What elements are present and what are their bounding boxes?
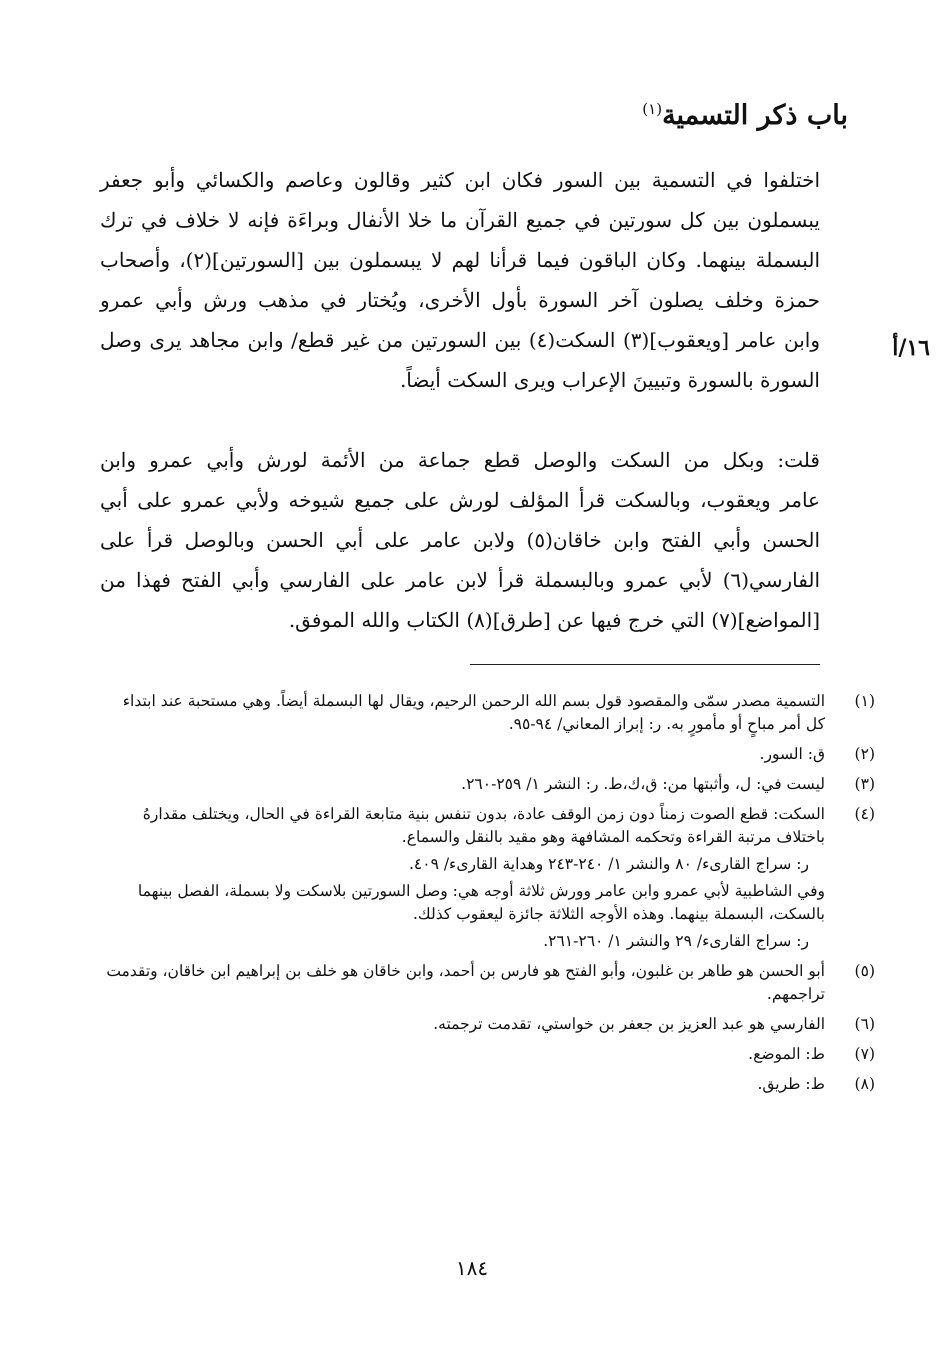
footnote-text: السكت: قطع الصوت زمناً دون زمن الوقف عادة، بدون تنفس بنية متابعة القراءة في الحال، ويختلف مقدارهُ باختلاف مرتبة القراءة وتحكمه المشافهة وهو مقيد بالنقل والسماع.: [142, 805, 825, 846]
footnote-text: ط: طريق.: [757, 1075, 825, 1093]
text-line: الحسن وأبي الفتح وابن خاقان(٥) ولابن عامر على أبي الحسن وبالوصل قرأ على: [100, 528, 820, 552]
footnote-extra-text: وفي الشاطبية لأبي عمرو وابن عامر وورش ثلاثة أوجه هي: وصل السورتين بلاسكت ولا بسملة، الفصل بينهما بالسكت، البسملة بينهما. وهذه الأوجه الثلاثة جائزة ليعقوب كذلك.: [137, 882, 825, 923]
footnote-text: التسمية مصدر سمّى والمقصود قول بسم الله الرحمن الرحيم، ويقال لها البسملة أيضاً. وهي مستحبة عند ابتداء كل أمر مباحٍ أو مأمورٍ به. ر: إبراز المعاني/ ٩٤-٩٥.: [122, 692, 825, 733]
footnote-4: [100, 803, 875, 953]
footnote-8: [100, 1073, 875, 1096]
footnote-number: (٥): [854, 962, 875, 980]
manuscript-folio-marker: ١٦/أ: [892, 335, 930, 361]
footnote-separator: [470, 664, 820, 665]
footnote-text: ط: الموضع.: [748, 1045, 825, 1063]
footnote-5: [100, 960, 875, 1006]
text-line: الفارسي(٦) لأبي عمرو وبالبسملة قرأ لابن عامر على الفارسي وأبي الفتح فهذا من: [100, 568, 820, 592]
footnote-number: (٤): [854, 805, 875, 823]
chapter-title: [642, 100, 848, 131]
footnote-3: [100, 773, 875, 796]
footnote-number: (٦): [854, 1015, 875, 1033]
footnote-number: (١): [854, 692, 875, 710]
footnote-text: ليست في: ل، وأثبتها من: ق،ك،ط. ر: النشر ١/ ٢٥٩-٢٦٠.: [461, 775, 825, 793]
text-line: قلت: وبكل من السكت والوصل قطع جماعة من الأئمة لورش وأبي عمرو وابن: [100, 448, 820, 472]
footnote-number: (٣): [854, 775, 875, 793]
page-number: ١٨٤: [455, 1256, 489, 1280]
main-paragraph-1: [100, 160, 820, 400]
chapter-title-text: باب ذكر التسمية: [662, 100, 848, 131]
main-paragraph-2: [100, 440, 820, 640]
footnote-1: [100, 690, 875, 736]
text-line: يبسملون بين كل سورتين في جميع القرآن ما خلا الأنفال وبراءَة فإنه لا خلاف في ترك: [100, 208, 820, 232]
footnote-text: ق: السور.: [759, 745, 825, 763]
footnote-reference: ر: سراج القارىء/ ٢٩ والنشر ١/ ٢٦٠-٢٦١.: [543, 932, 809, 950]
footnote-number: (٨): [854, 1075, 875, 1093]
text-line: حمزة وخلف يصلون آخر السورة بأول الأخرى، ويُختار في مذهب ورش وأبي عمرو: [100, 288, 820, 312]
footnote-reference: ر: سراج القارىء/ ٨٠ والنشر ١/ ٢٤٠-٢٤٣ وهداية القارىء/ ٤٠٩.: [408, 855, 809, 873]
footnote-2: [100, 743, 875, 766]
footnote-6: [100, 1013, 875, 1036]
footnote-7: [100, 1043, 875, 1066]
footnote-text: أبو الحسن هو طاهر بن غلبون، وأبو الفتح هو فارس بن أحمد، وابن خاقان هو خلف بن إبراهيم ابن خاقان، وتقدمت تراجمهم.: [106, 962, 825, 1003]
chapter-title-footnote-mark: (١): [642, 100, 663, 118]
text-line: [المواضع](٧) التي خرج فيها عن [طرق](٨) الكتاب والله الموفق.: [288, 608, 820, 632]
text-line: البسملة بينهما. وكان الباقون فيما قرأنا لهم لا يبسملون بين [السورتين](٢)، وأصحاب: [100, 248, 820, 272]
text-line: وابن عامر [ويعقوب](٣) السكت(٤) بين السورتين من غير قطع/ وابن مجاهد يرى وصل: [100, 328, 821, 352]
footnote-text: الفارسي هو عبد العزيز بن جعفر بن خواستي، تقدمت ترجمته.: [433, 1015, 825, 1033]
text-line: اختلفوا في التسمية بين السور فكان ابن كثير وقالون وعاصم والكسائي وأبو جعفر: [100, 168, 820, 192]
footnote-number: (٢): [854, 745, 875, 763]
text-line: عامر ويعقوب، وبالسكت قرأ المؤلف لورش على جميع شيوخه ولأبي عمرو على أبي: [100, 488, 820, 512]
footnotes: [100, 690, 875, 1103]
text-line: السورة بالسورة وتبيينَ الإعراب ويرى السكت أيضاً.: [399, 368, 820, 392]
footnote-number: (٧): [854, 1045, 875, 1063]
